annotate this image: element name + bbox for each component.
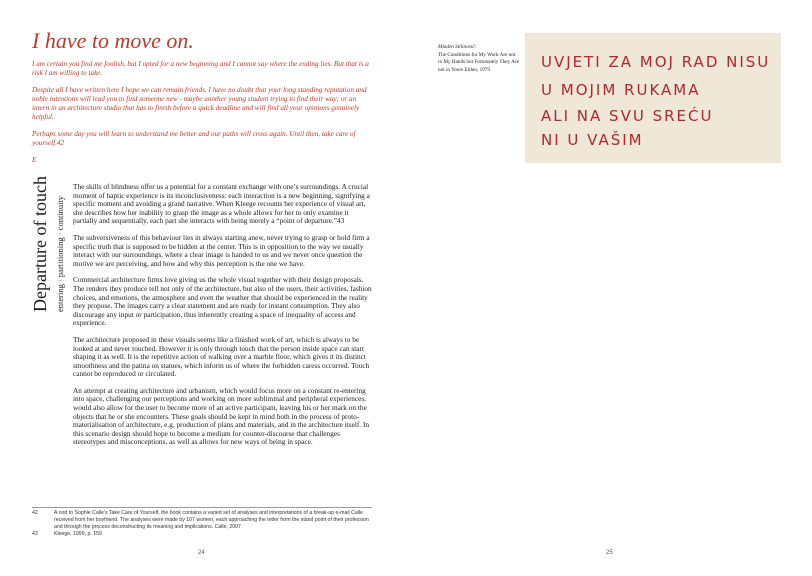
section-subtitle: entering · partitioning · continuity	[55, 195, 65, 312]
intro-paragraph: I am certain you find me foolish, but I opted for a new beginning and I cannot say where the ending lies. But that is a risk I am willing to take.	[32, 60, 369, 77]
intro-letter	[32, 60, 372, 173]
artwork-text-line: UVJETI ZA MOJ RAD NISU	[541, 53, 771, 71]
footnote-number: 43	[32, 531, 38, 537]
caption-author: Mladen Stilinović:	[438, 44, 477, 50]
footnote	[32, 510, 377, 531]
footnotes	[32, 510, 377, 538]
artwork-text-line: U MOJIM RUKAMA	[541, 81, 701, 99]
page-title: I have to move on.	[32, 28, 194, 53]
body-text	[73, 183, 373, 455]
artwork-text-line: NI U VAŠIM	[541, 131, 644, 149]
artwork-caption	[438, 44, 520, 74]
intro-signature: E	[32, 156, 37, 164]
footnote-text: A nod to Sophie Calle’s Take Care of Yourself, the book contains a varied set of analyses and interpretations of a break-up e-mail Calle received from her boyfriend. The analyses were made by 107 women, each approaching the letter from the stand point of their profession and through the process deconstructing its meaning and implications. Calle, 2007	[54, 510, 369, 530]
body-paragraph: Commercial architecture firms love giving us the whole visual together with their design proposals. The renders they produce tell not only of the architecture, but also of the users, their activities, fashion choices, and emotions, the atmosphere and even the weather that should be experienced in the reality they propose. The images carry a clear statement and are ready for instant consumption. They also discourage any input or participation, thus inherently creating a space of inequality of access and experience.	[73, 275, 372, 328]
body-paragraph: The subversiveness of this behaviour lies in always starting anew, never trying to grasp or hold firm a specific truth that is supposed to be hidden at the center. This is in opposition to the way we usually interact with our surroundings, where a clear image is handed to us and we never once question the motive we are perceiving, and how and why this perception is the one we have.	[73, 232, 370, 268]
footnote-divider	[32, 507, 372, 508]
section-heading	[28, 176, 76, 312]
footnote-number: 42	[32, 510, 38, 516]
section-title: Departure of touch	[30, 176, 50, 312]
artwork-text-line: ALI NA SVU SREĆU	[541, 107, 714, 125]
body-paragraph: The architecture proposed in these visuals seems like a finished work of art, which is always to be looked at and never touched. However it is only through touch that the person inside space can start shaping it as well. It is the repetitive action of walking over a marble floor, which gives it its distinct smoothness and the patina on statues, which inform us of where the forbidden caress occurred. Touch cannot be reproduced or circulated.	[73, 334, 370, 379]
artwork-image	[525, 33, 781, 163]
page-number-right: 25	[606, 550, 613, 556]
page-number-left: 24	[198, 550, 205, 556]
footnote-text: Kleege, 1999, p. 159	[54, 531, 102, 537]
body-paragraph: An attempt at creating architecture and urbanism, which would focus more on a constant re-entering into space, challenging our perceptions and working on more subliminal and peripheral experiences, would also allow for the user to become more of an active participant, leaving his or her mark on the objects that he or she encounters. These goals should be kept in mind both in the process of proto-materialisation of architecture, e.g. production of plans and materials, and in the architecture itself. In this scenario design should hope to become a medium for counter-discourse that challenges stereotypes and misconceptions, as well as allows for new ways of being in space.	[73, 385, 370, 447]
intro-paragraph: Perhaps some day you will learn to understand me better and our paths will cross again. Until then, take care of yourself.42	[32, 130, 356, 147]
footnote	[32, 531, 377, 538]
body-paragraph: The skills of blindness offer us a potential for a constant exchange with one’s surroundings. A crucial moment of haptic experience is its inconclusiveness: each interaction is a new beginning, signifying a specific moment and avoiding a grand narrative. When Kleege recounts her experience of visual art, she describes how her inability to grasp the image as a whole allows for her to only examine it partially and sequentially, each part she interacts with being merely a “point of departure.”43	[73, 182, 370, 226]
caption-work: The Conditions for My Work Are not in My Hands but Fortunately They Are not in Yours Either, 1979	[438, 51, 519, 73]
intro-paragraph: Despite all I have written here I hope we can remain friends. I have no doubt that your long standing reputation and noble intentions will lead you to find someone new - maybe another young student trying to find their way; or an intern in an architecture studio that has to finish before a quick deadline and will find all your opinions genuinely helpful.	[32, 86, 367, 121]
